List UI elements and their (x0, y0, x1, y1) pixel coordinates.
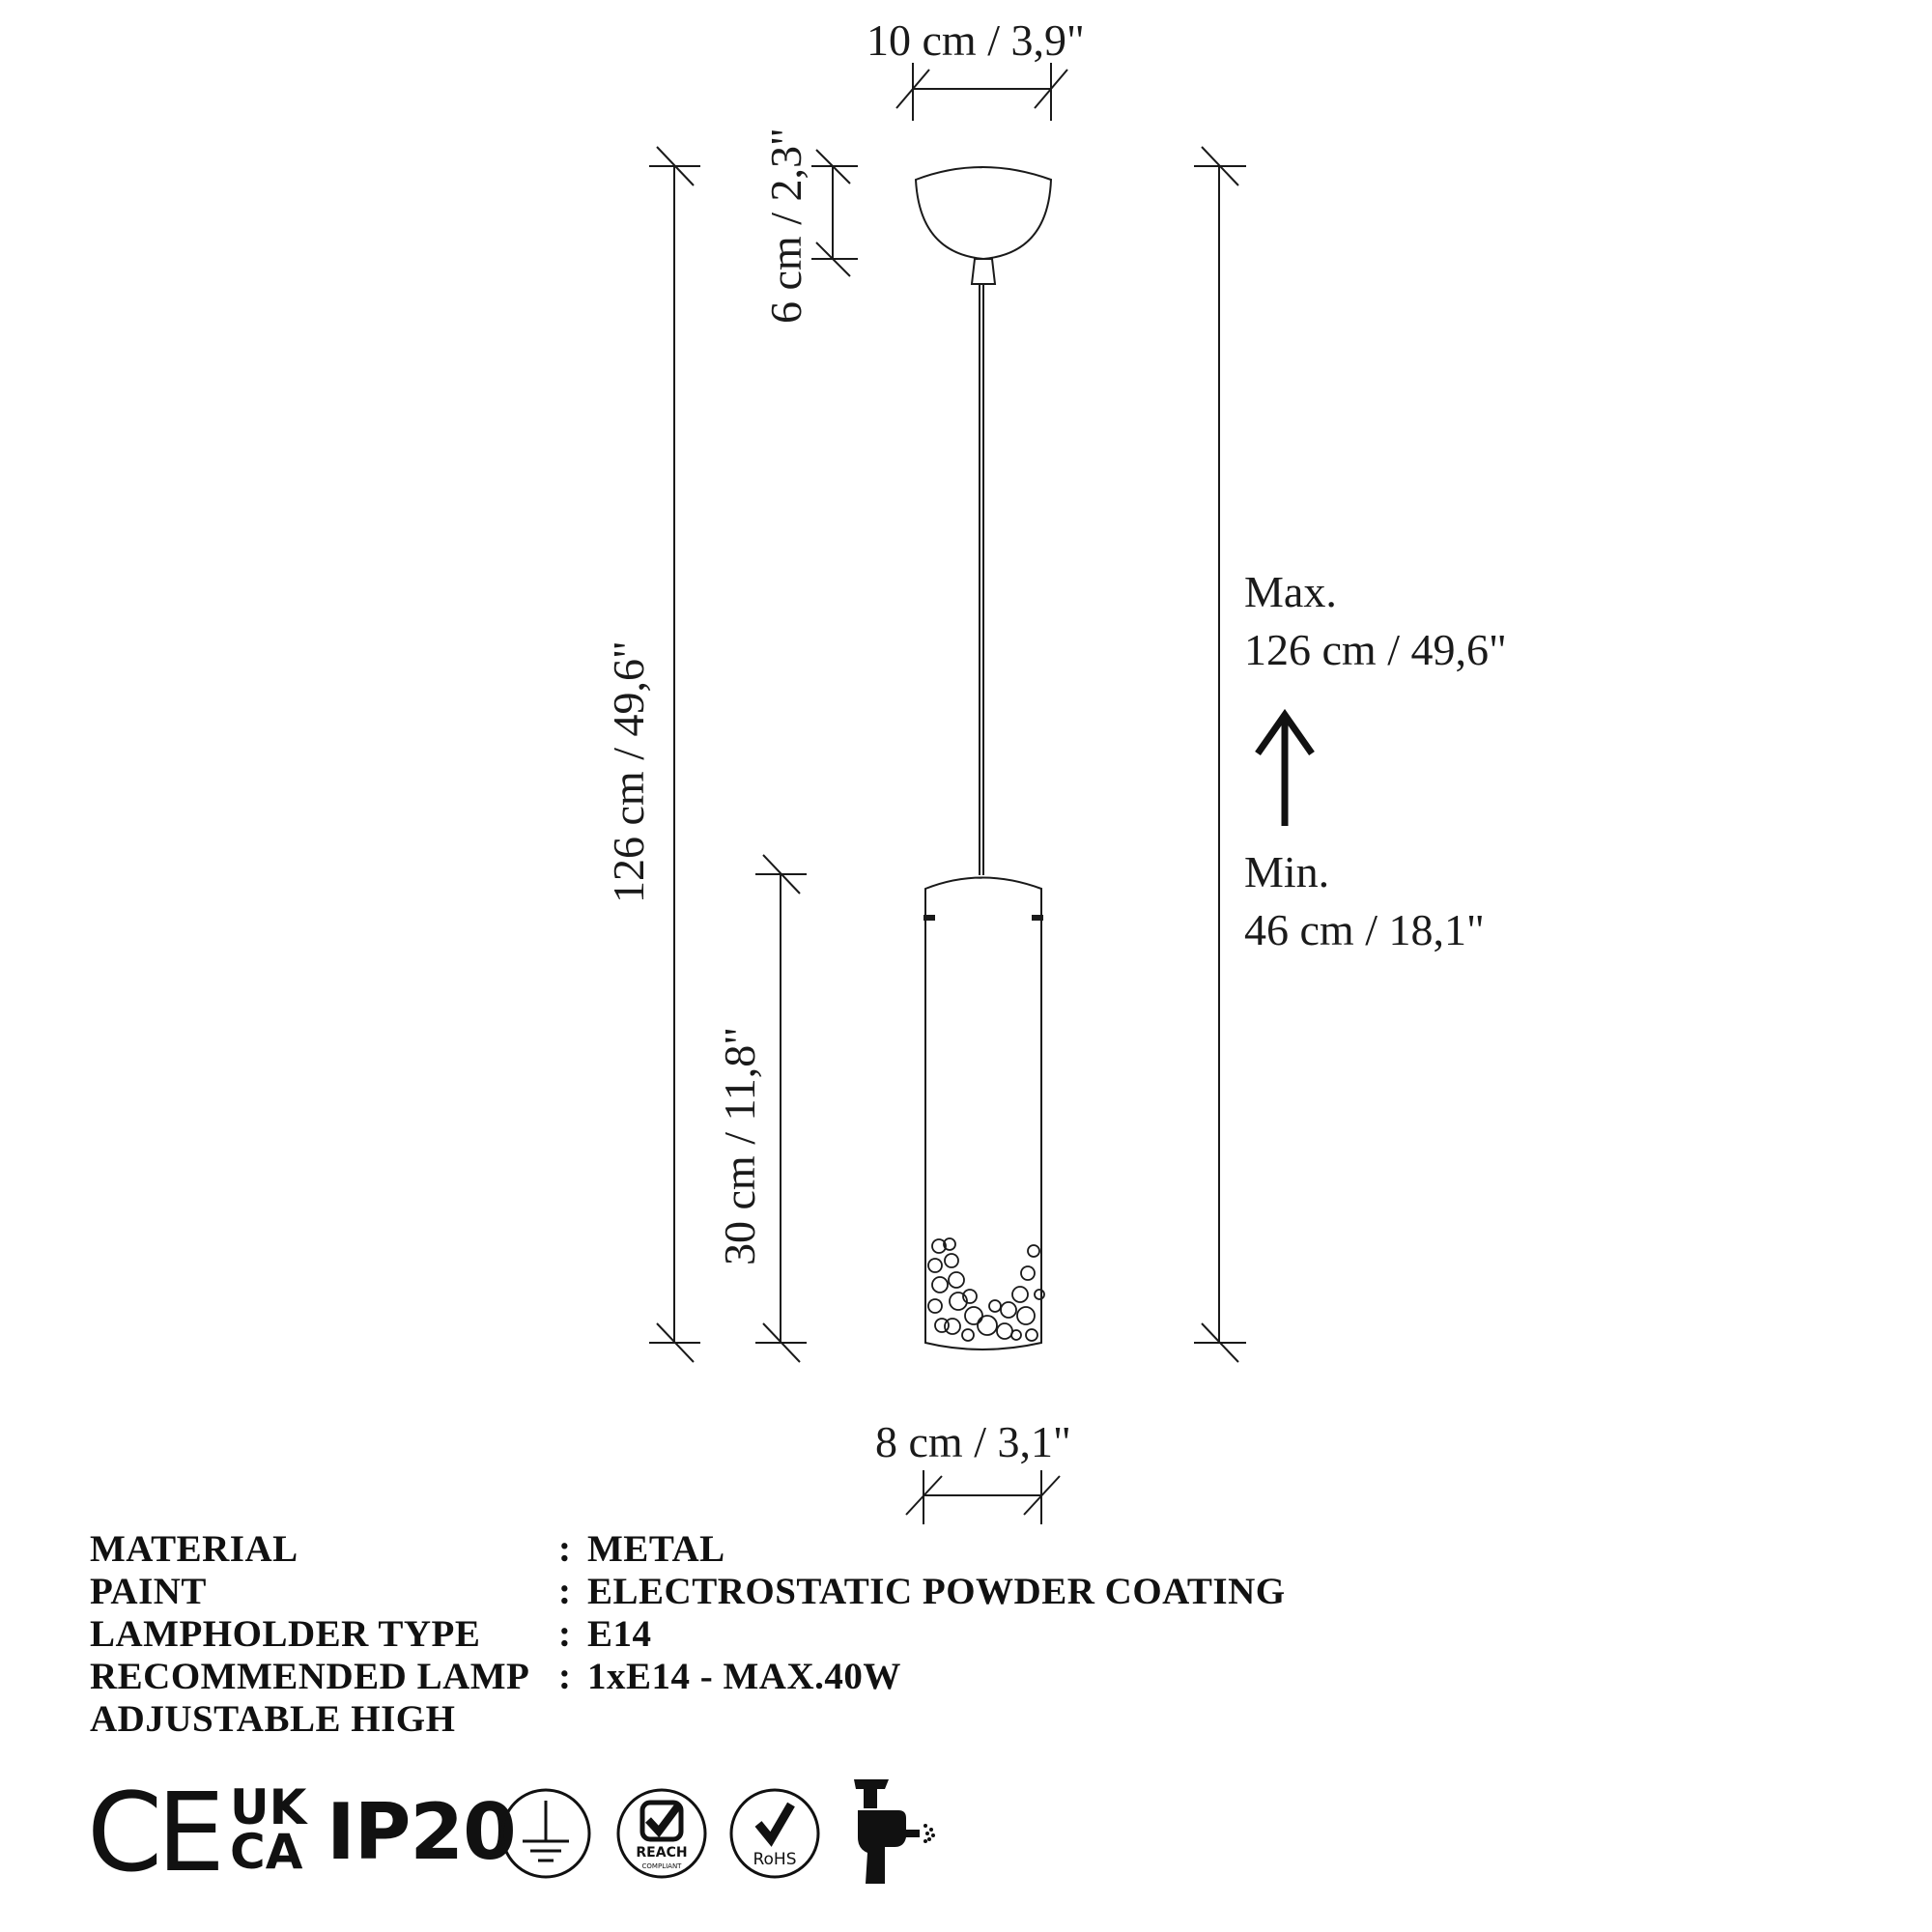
ukca-top: UK (230, 1779, 307, 1835)
max-label: Max. (1244, 567, 1337, 616)
spec-colon: : (558, 1613, 572, 1655)
ce-mark-icon: CE (87, 1771, 219, 1896)
canopy-width-dimension (896, 63, 1067, 121)
spec-value: METAL (587, 1528, 725, 1570)
min-label: Min. (1244, 847, 1330, 896)
rohs-text: RoHS (753, 1850, 797, 1869)
spec-colon: : (558, 1571, 572, 1612)
spec-label: LAMPHOLDER TYPE (90, 1613, 481, 1655)
spec-value: 1xE14 - MAX.40W (587, 1656, 901, 1697)
rohs-icon (726, 1785, 823, 1882)
spray-gun-icon (842, 1776, 939, 1891)
canopy-height-dimension (811, 150, 858, 276)
adjustable-height-dimension (1194, 147, 1246, 1362)
min-value: 46 cm / 18,1" (1244, 905, 1485, 954)
total-height-dimension (649, 147, 700, 1362)
shade-width-label: 8 cm / 3,1" (875, 1417, 1071, 1466)
cable-connector (972, 259, 995, 284)
total-height-label: 126 cm / 49,6" (604, 640, 653, 903)
ukca-mark-icon (230, 1779, 307, 1880)
spec-colon: : (558, 1656, 572, 1697)
canopy-width-label: 10 cm / 3,9" (867, 15, 1085, 65)
spec-colon: : (558, 1528, 572, 1570)
canopy (916, 167, 1051, 259)
canopy-height-label: 6 cm / 2,3" (761, 128, 810, 324)
max-value: 126 cm / 49,6" (1244, 625, 1507, 674)
reach-text: REACH (636, 1845, 688, 1861)
reach-icon (613, 1785, 710, 1882)
shade-height-label: 30 cm / 11,8" (715, 1026, 764, 1265)
spec-label: PAINT (90, 1571, 207, 1612)
spec-label: MATERIAL (90, 1528, 298, 1570)
ip-rating: IP20 (327, 1787, 516, 1877)
up-arrow-icon (1258, 715, 1312, 826)
perforation-pattern (928, 1238, 1044, 1341)
spec-label: ADJUSTABLE HIGH (90, 1698, 456, 1740)
spec-label: RECOMMENDED LAMP (90, 1656, 530, 1697)
shade-width-dimension (906, 1470, 1060, 1524)
reach-subtext: COMPLIANT (641, 1862, 682, 1870)
ground-icon (497, 1785, 594, 1882)
pendant-lamp-drawing (916, 167, 1051, 1350)
spec-value: E14 (587, 1613, 652, 1655)
ukca-bottom: CA (230, 1824, 303, 1880)
spec-value: ELECTROSTATIC POWDER COATING (587, 1571, 1286, 1612)
certification-logos (87, 1771, 1053, 1896)
